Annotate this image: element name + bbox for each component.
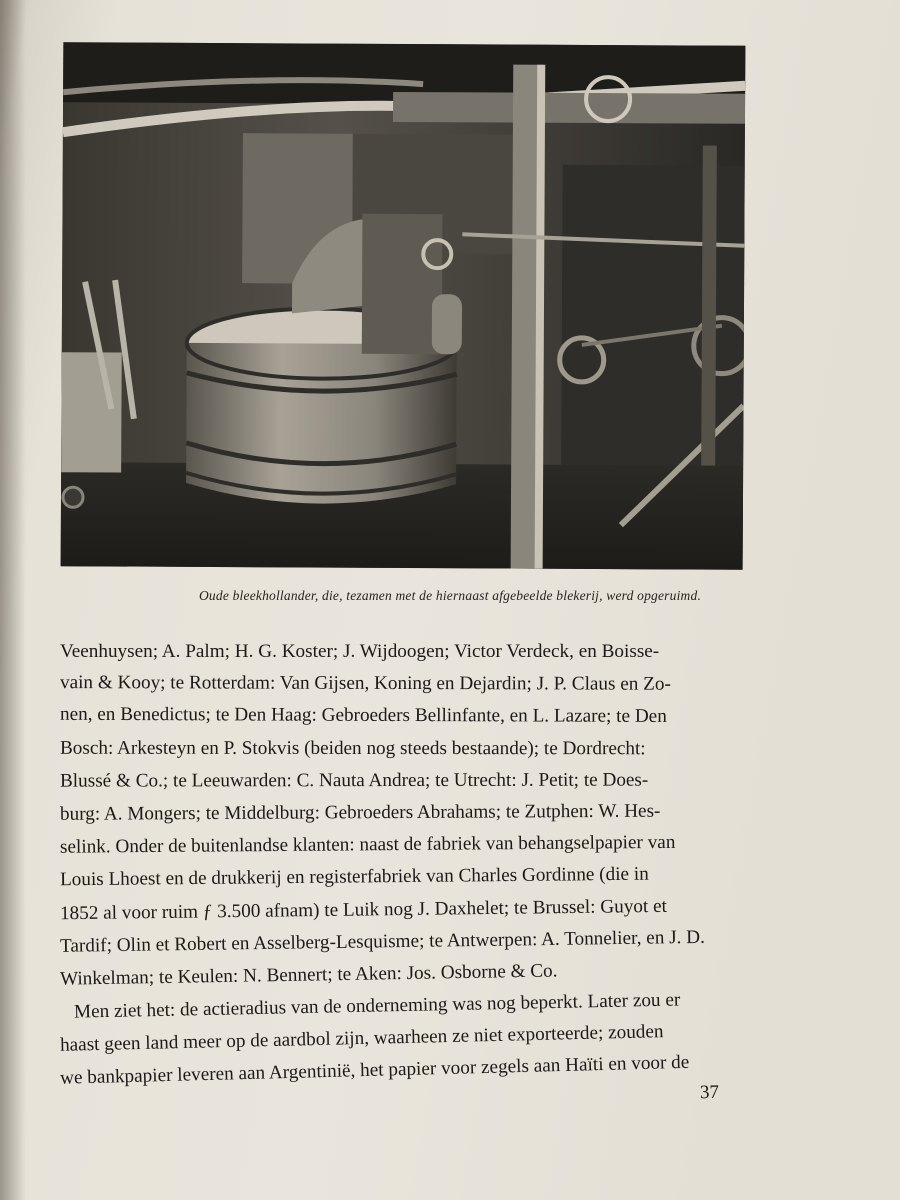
- text-line: nen, en Benedictus; te Den Haag: Gebroeders Bellinfante, en L. Lazare; te Den: [59, 704, 667, 728]
- photo-illustration: [61, 42, 746, 570]
- text-line: we bankpapier leveren aan Argentinië, het papier voor zegels aan Haïti en voor de: [59, 1052, 690, 1090]
- photo-caption: Oude bleekhollander, die, tezamen met de hiernaast afgebeelde blekerij, werd opgeruimd.: [198, 588, 702, 603]
- text-line: vain & Kooy; te Rotterdam: Van Gijsen, Koning en Dejardin; J. P. Claus en Zo-: [59, 672, 671, 695]
- photograph-bleekhollander: [61, 42, 746, 570]
- text-line: burg: A. Mongers; te Middelburg: Gebroeders Abrahams; te Zutphen: W. Hes-: [59, 800, 661, 825]
- text-line: Blussé & Co.; te Leeuwarden: C. Nauta Andrea; te Utrecht: J. Petit; te Does-: [59, 769, 649, 792]
- text-line: Winkelman; te Keulen: N. Bennert; te Aken: Jos. Osborne & Co.: [59, 960, 558, 990]
- body-text: [59, 636, 750, 1090]
- text-line: Bosch: Arkesteyn en P. Stokvis (beiden nog steeds bestaande); te Dordrecht:: [59, 737, 646, 759]
- text-line: haast geen land meer op de aardbol zijn, waarheen ze niet exporteerde; zouden: [59, 1021, 664, 1057]
- text-line: Men ziet het: de actieradius van de onderneming was nog beperkt. Later zou er: [73, 989, 681, 1023]
- text-line: 1852 al voor ruim ƒ 3.500 afnam) te Luik nog J. Daxhelet; te Brussel: Guyot et: [59, 895, 668, 924]
- page-number: 37: [699, 1081, 720, 1104]
- text-line: selink. Onder de buitenlandse klanten: naast de fabriek van behangselpapier van: [59, 832, 676, 858]
- text-line: Veenhuysen; A. Palm; H. G. Koster; J. Wijdoogen; Victor Verdeck, en Boisse-: [60, 641, 660, 662]
- text-line: Tardif; Olin et Robert en Asselberg-Lesquisme; te Antwerpen: A. Tonnelier, en J. D.: [59, 926, 705, 957]
- text-line: Louis Lhoest en de drukkerij en registerfabriek van Charles Gordinne (die in: [59, 863, 649, 891]
- page-gutter-shadow: [0, 0, 26, 1200]
